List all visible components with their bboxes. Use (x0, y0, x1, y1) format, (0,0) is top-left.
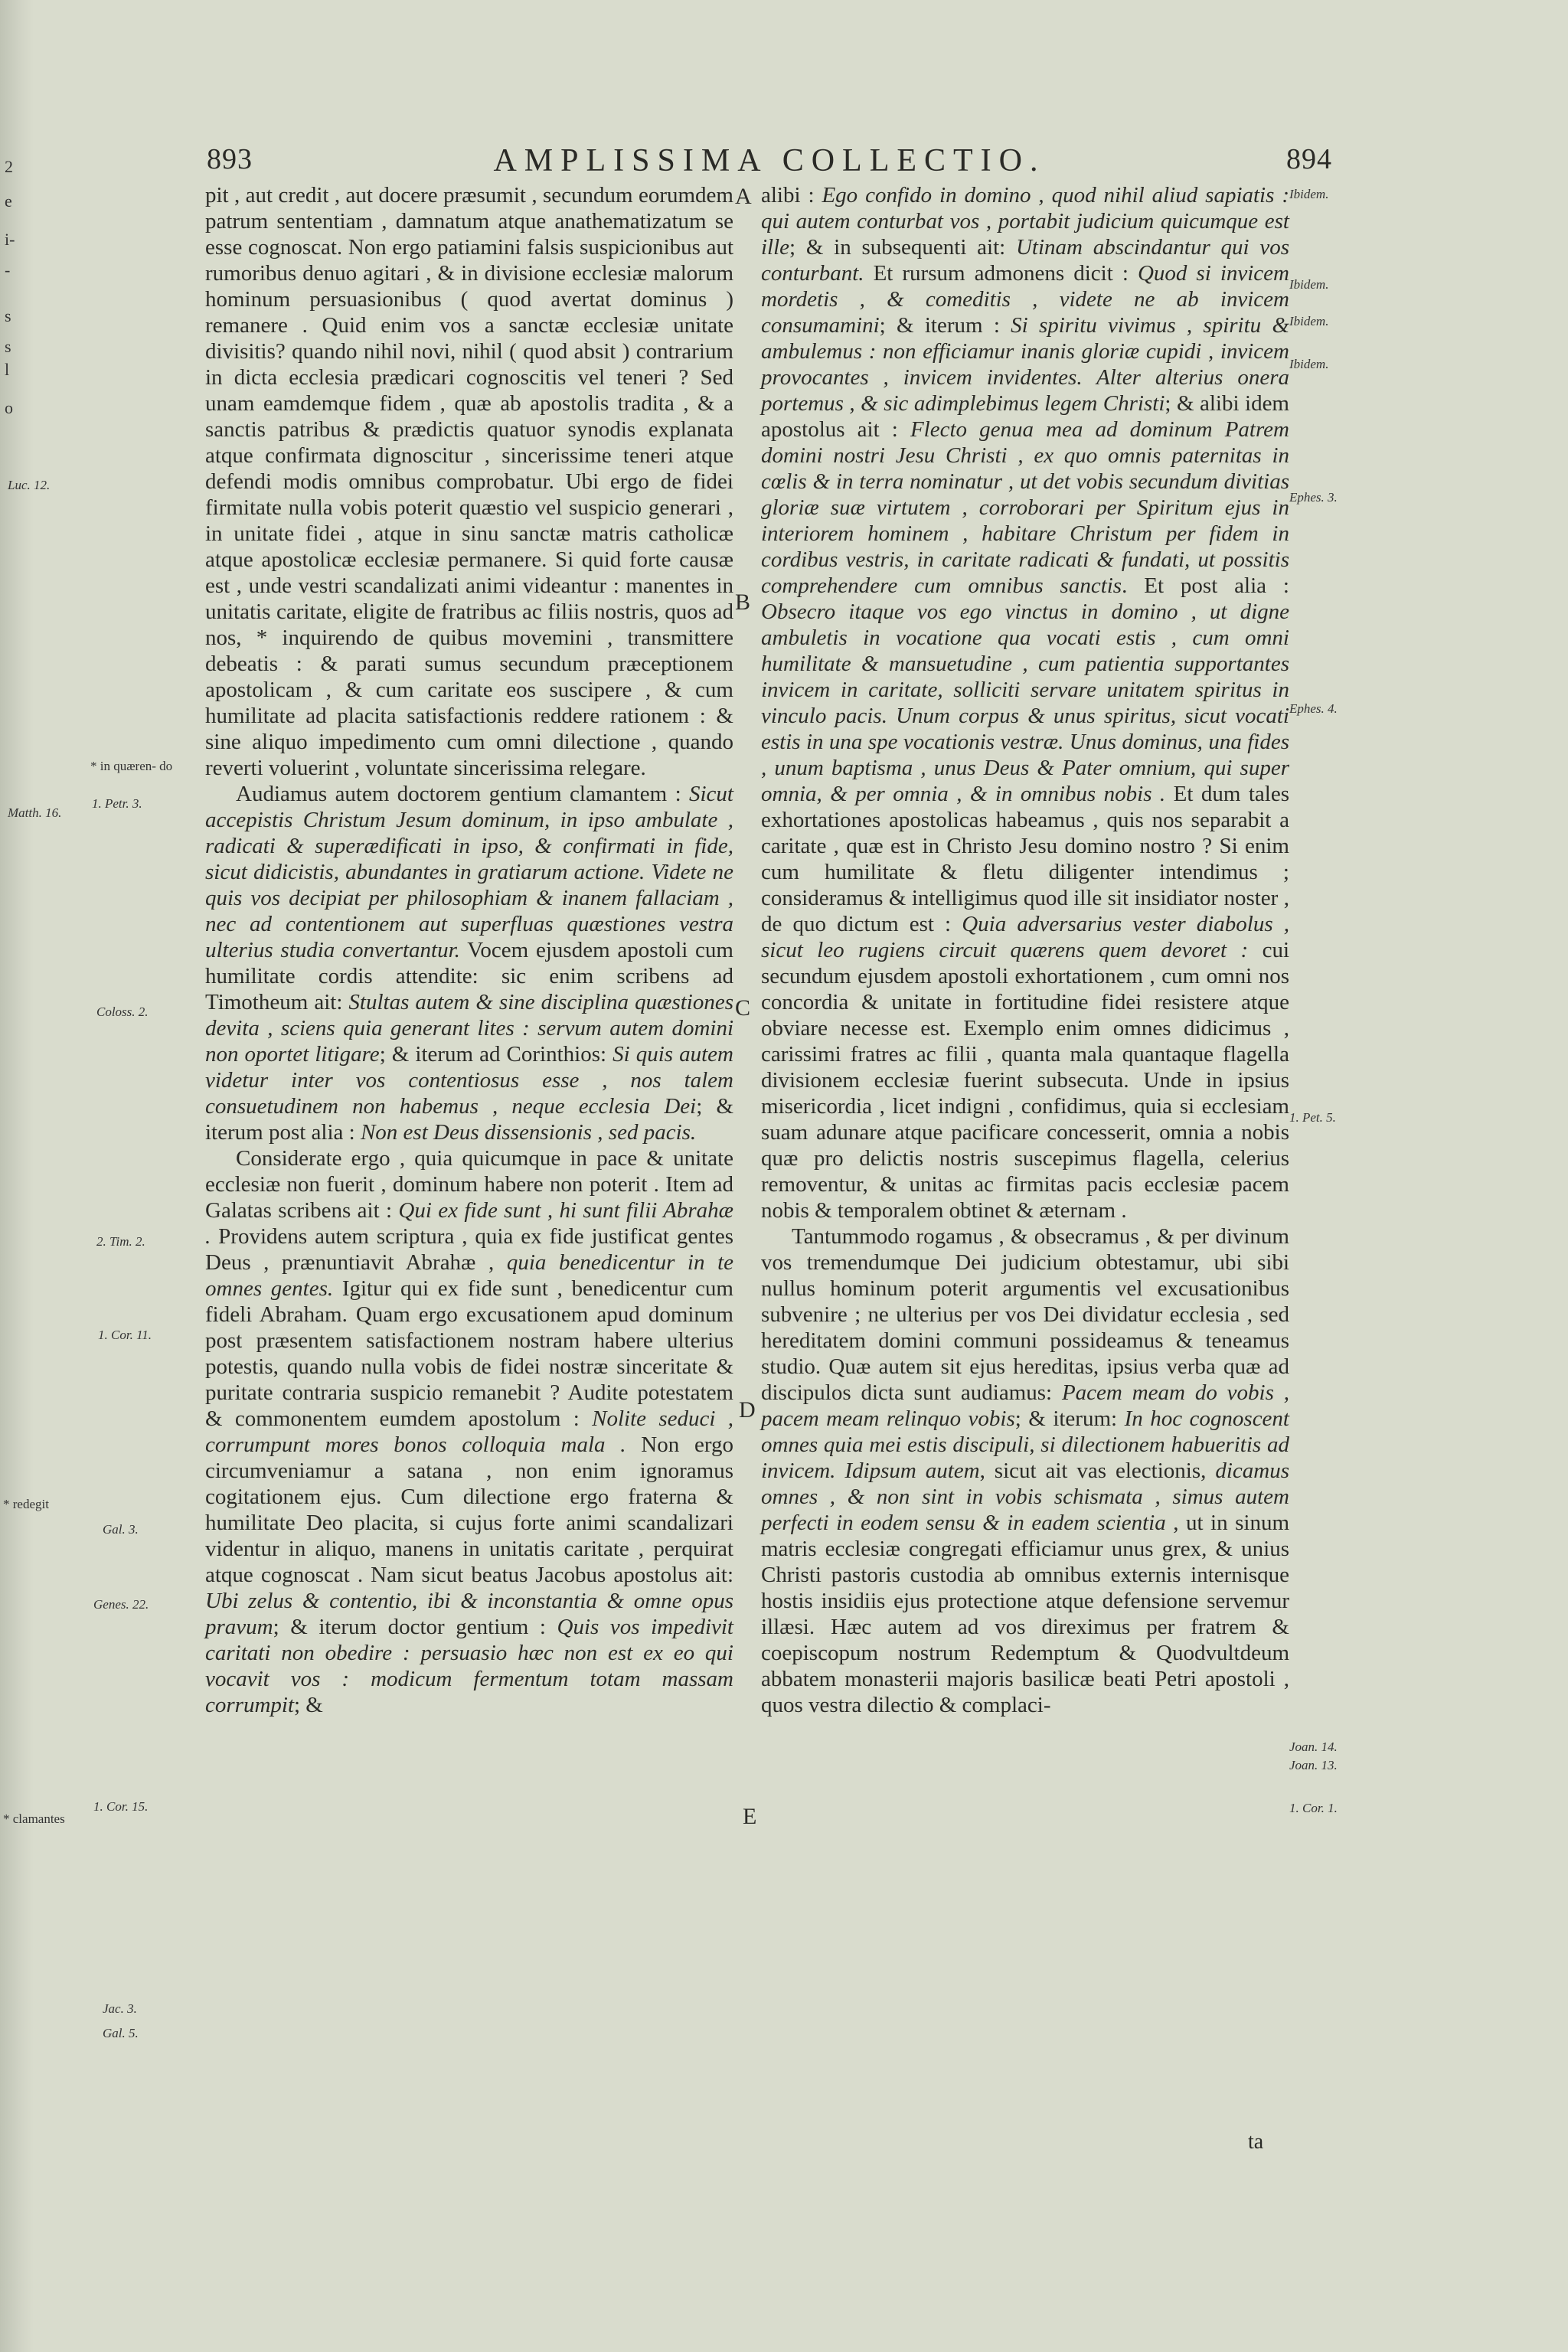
section-letter-a: A (735, 184, 752, 209)
paragraph: pit , aut credit , aut docere præsumit , secundum eorumdem patrum sententiam , damnatum atque anathematizatum se esse cognoscat. Non ergo patiamini falsis suspicionibus aut rumoribus denuo agitari , & in divisione ecclesiæ malorum hominum persuasionibus ( quod avertat dominus ) remanere . Quid enim vos a sanctæ ecclesiæ unitate divisitis? quando nihil novi, nihil ( quod absit ) contrarium in dicta ecclesia prædicari cognoscitis vel teneri ? Sed unam eamdemque fidem , quæ ab apostolis tradita , & a sanctis patribus & prædictis quatuor synodis explanata atque confirmata dignoscitur , sincerissime teneri atque defendi modis omnibus comprobatur. Ubi ergo de fidei firmitate nulla vobis poterit quæstio vel suspicio generari , in unitate fidei , atque in sinu sanctæ matris catholicæ atque apostolicæ ecclesiæ permanere. Si quid forte causæ est , unde vestri scandalizati animi videantur : manentes in unitatis caritate, eligite de fratribus ac filiis nostris, quos ad nos, * inquirendo de quibus movemini , transmittere debeatis : & parati sumus secundum præceptionem apostolicam , & cum caritate eos suscipere , & cum humilitate ad placita satisfactionis reddere rationem : & sine aliquo impedimento cum omni dilectione , quando reverti voluerint , voluntate sincerissima relegare. (205, 183, 733, 780)
margin-note: Joan. 14. (1289, 1740, 1338, 1754)
gutter-fragment: s (5, 337, 11, 356)
paragraph: Considerate ergo , quia quicumque in pace & unitate ecclesiæ non fuerit , dominum habere non poterit . Item ad Galatas scribens ait : Qui ex fide sunt , hi sunt filii Abrahæ . Providens autem scriptura , quia ex fide justificat gentes Deus , prænuntiavit Abrahæ , quia benedicentur in te omnes gentes. Igitur qui ex fide sunt , benedicentur cum fideli Abraham. Quam ergo excusationem apud dominum post præsentem satisfactionem nostram habere ulterius potestis, quando nulla vobis de fidei nostræ sinceritate & puritate contraria suspicio remanebit ? Audite potestatem & commonentem eumdem apostolum : Nolite seduci , corrumpunt mores bonos colloquia mala . Non ergo circumveniamur a satana , non enim ignoramus cogitationem ejus. Cum dilectione ergo fraterna & humilitate Deo placita, si cujus forte animi scandalizari videntur in aliquo, manens in unitatis caritate , perquirat atque cognoscat . Nam sicut beatus Jacobus apostolus ait: Ubi zelus & contentio, ibi & inconstantia & omne opus pravum; & iterum doctor gentium : Quis vos impedivit caritati non obedire : persuasio hæc non est ex eo qui vocavit vos : modicum fermentum totam massam corrumpit; & (205, 1146, 734, 1717)
page-number-right: 894 (1286, 143, 1332, 175)
margin-note: 1. Cor. 1. (1289, 1801, 1338, 1815)
margin-note: Gal. 3. (103, 1522, 139, 1537)
running-title: AMPLISSIMA COLLECTIO. (493, 143, 1046, 178)
catchword: ta (1248, 2130, 1264, 2154)
section-letter-e: E (743, 1804, 757, 1829)
page-gutter (0, 0, 34, 2352)
margin-note: Luc. 12. (8, 478, 51, 492)
gutter-fragment: e (5, 191, 12, 211)
paragraph: alibi : Ego confido in domino , quod nihil aliud sapiatis : qui autem conturbat vos , portabit judicium quicumque est ille; & in subsequenti ait: Utinam abscindantur qui vos conturbant. Et rursum admonens dicit : Quod si invicem mordetis , & comeditis , videte ne ab invicem consumamini; & iterum : Si spiritu vivimus , spiritu & ambulemus : non efficiamur inanis gloriæ cupidi , invicem provocantes , invicem invidentes. Alter alterius onera portemus , & sic adimplebimus legem Christi; & alibi idem apostolus ait : Flecto genua mea ad dominum Patrem domini nostri Jesu Christi , ex quo omnis paternitas in cœlis & in terra nominatur , ut det vobis secundum divitias gloriæ suæ virtutem , corroborari per Spiritum ejus in interiorem hominem , habitare Christum per fidem in cordibus vestris, in caritate radicati & fundati, ut possitis comprehendere cum omnibus sanctis. Et post alia : Obsecro itaque vos ego vinctus in domino , ut digne ambuletis in vocatione qua vocati estis , cum omni humilitate & mansuetudine , cum patientia supportantes invicem in caritate, solliciti servare unitatem spiritus in vinculo pacis. Unum corpus & unus spiritus, sicut vocati estis in una spe vocationis vestræ. Unus dominus, una fides , unum baptisma , unus Deus & Pater omnium, qui super omnia, & per omnia , & in omnibus nobis . Et dum tales exhortationes apostolicas habeamus , quis nos separabit a caritate , quæ est in Christo Jesu domino nostro ? Si enim cum humilitate & fletu diligenter intendimus ; consideramus & intelligimus quod ille sit insidiator noster , de quo dictum est : Quia adversarius vester diabolus , sicut leo rugiens circuit quærens quem devoret : cui secundum ejusdem apostoli exhortationem , cum omni nos concordia & unitate in fortitudine fidei resistere atque obviare necesse est. Exemplo enim omnes didicimus , carissimi fratres ac filii , quanta mala quantaque flagella divisionem ecclesiæ fuerint subsecuta. Unde in ipsius misericordia , licet indigni , confidimus, quia si ecclesiam suam adunare atque pacificare concesserit, omnia a nobis quæ pro delictis nostris suscepimus flagella, celerius removentur, & unitas ac firmitas pacis ecclesiæ pacem nobis & temporalem obtinet & æternam . (761, 183, 1290, 1223)
margin-note: Ibidem. (1289, 314, 1329, 328)
margin-note: Ephes. 4. (1289, 701, 1338, 716)
margin-note: Coloss. 2. (96, 1004, 149, 1019)
margin-note: 1. Pet. 5. (1289, 1110, 1336, 1125)
margin-note: 2. Tim. 2. (96, 1234, 145, 1249)
margin-note: Ibidem. (1289, 277, 1329, 292)
margin-note: Gal. 5. (103, 2026, 139, 2040)
gutter-fragment: o (5, 398, 13, 417)
margin-note: Genes. 22. (93, 1597, 149, 1612)
gutter-fragment: s (5, 306, 11, 325)
paragraph: Audiamus autem doctorem gentium clamantem : Sicut accepistis Christum Jesum dominum, in ipso ambulate , radicati & superædificati in ipso, & confirmati in fide, sicut didicistis, abundantes in gratiarum actione. Videte ne quis vos decipiat per philosophiam & inanem fallaciam , nec ad contentionem aut superfluas quæstiones vestra ulterius studia convertantur. Vocem ejusdem apostoli cum humilitate cordis attendite: sic enim scribens ad Timotheum ait: Stultas autem & sine disciplina quæstiones devita , sciens quia generant lites : servum autem domini non oportet litigare; & iterum ad Corinthios: Si quis autem videtur inter vos contentiosus esse , nos talem consuetudinem non habemus , neque ecclesia Dei; & iterum post alia : Non est Deus dissensionis , sed pacis. (205, 782, 734, 1145)
left-text-column (205, 182, 733, 1718)
margin-note: Ephes. 3. (1289, 490, 1338, 505)
page-number-left: 893 (207, 143, 253, 175)
margin-note: 1. Cor. 15. (93, 1799, 149, 1814)
section-letter-c: C (735, 995, 751, 1021)
gutter-fragment: - (5, 260, 11, 279)
margin-note: Matth. 16. (8, 805, 62, 820)
margin-note: Jac. 3. (103, 2001, 137, 2016)
margin-note: * clamantes (3, 1811, 65, 1826)
section-letter-d: D (739, 1397, 756, 1423)
gutter-fragment: i- (5, 230, 15, 249)
right-text-column (761, 182, 1289, 1718)
margin-note: Ibidem. (1289, 187, 1329, 201)
paragraph: Tantummodo rogamus , & obsecramus , & per divinum vos tremendumque Dei judicium obtestamur, ubi sibi nullus hominum poterit argumentis vel excusationibus subvenire ; ne ulterius per vos Dei dividatur ecclesia , sed hereditatem domini communi possideamus & teneamus studio. Quæ autem sit ejus hereditas, ipsius verba quæ ad discipulos dicta sunt audiamus: Pacem meam do vobis , pacem meam relinquo vobis; & iterum: In hoc cognoscent omnes quia mei estis discipuli, si dilectionem habueritis ad invicem. Idipsum autem, sicut ait vas electionis, dicamus omnes , & non sint in vobis schismata , simus autem perfecti in eodem sensu & in eadem scientia , ut in sinum matris ecclesiæ congregati efficiamur unus grex, & unius Christi pastoris custodia ab omnibus externis internisque hostis insidiis ejus protectione atque defensione servemur illæsi. Hæc autem ad vos direximus per fratrem & coepiscopum nostrum Redemptum & Quodvultdeum abbatem monasterii majoris basilicæ beati Petri apostoli , quos vestra dilectio & complaci- (761, 1224, 1290, 1717)
gutter-fragment: 2 (5, 157, 13, 176)
section-letter-b: B (735, 590, 751, 615)
page-header (207, 142, 1332, 181)
gutter-fragment: l (5, 360, 10, 379)
margin-note: 1. Cor. 11. (98, 1328, 152, 1342)
margin-note: * in quæren- do (90, 759, 173, 773)
margin-note: Joan. 13. (1289, 1758, 1338, 1772)
margin-note: * redegit (3, 1497, 49, 1511)
margin-note: Ibidem. (1289, 357, 1329, 371)
margin-note: 1. Petr. 3. (92, 796, 142, 811)
